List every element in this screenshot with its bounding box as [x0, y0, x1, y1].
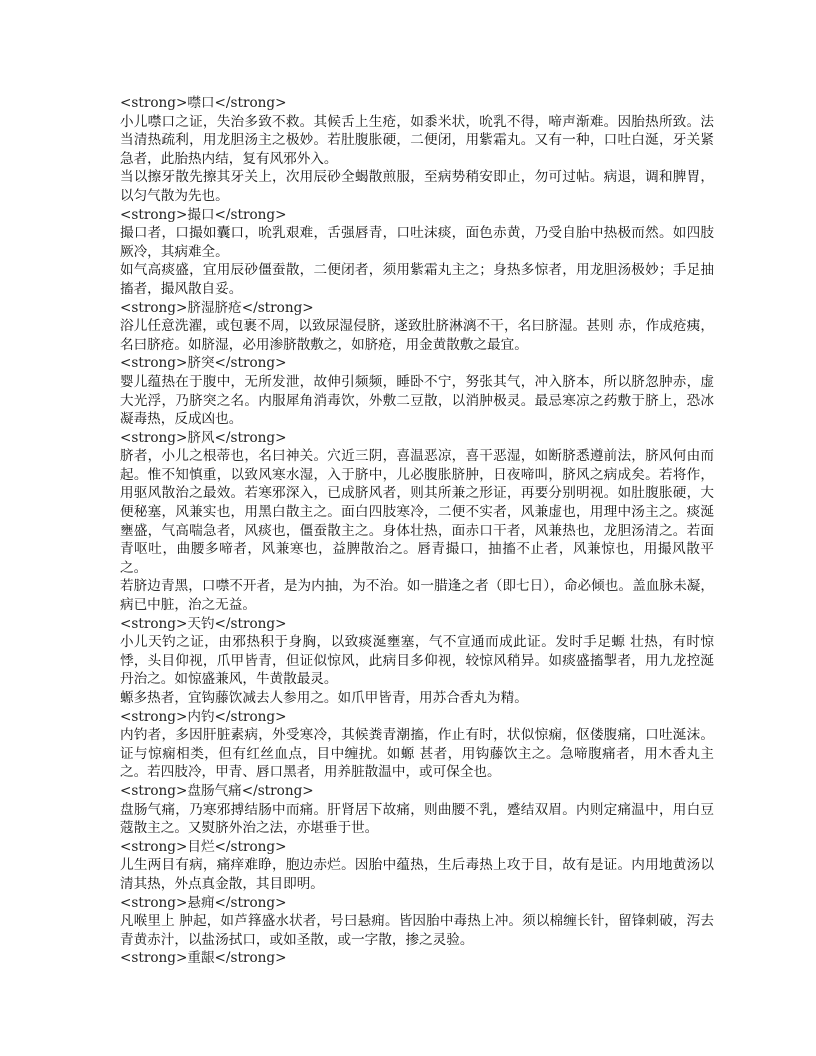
section-heading-panchang-qitong: <strong>盘肠气痛</strong>	[120, 782, 314, 799]
section-heading-qitu: <strong>脐突</strong>	[120, 355, 287, 372]
section-heading-jinkou: <strong>噤口</strong>	[120, 95, 287, 111]
paragraph: 婴儿蕴热在于腹中，无所发泄，故伸引频频，睡卧不宁，努张其气，冲入脐本，所以脐忽肿赤，虚大光浮，乃脐突之名。内服犀角消毒饮，外敷二豆散，以消肿极灵。最忌寒凉之药敷于脐上，恐冰凝毒热，反成凶也。	[120, 373, 714, 428]
paragraph: 如气高痰盛，宜用辰砂僵蚕散，二便闭者，须用紫霜丸主之；身热多惊者，用龙胆汤极妙；手足抽搐者，撮风散自妥。	[120, 262, 714, 297]
paragraph: 儿生两目有病，痛痒难睁，胞边赤烂。因胎中蕴热，生后毒热上攻于目，故有是证。内用地黄汤以清其热，外点真金散，其目即明。	[120, 857, 714, 892]
section-heading-chongyin: <strong>重龈</strong>	[120, 950, 287, 967]
paragraph: 若脐边青黑，口噤不开者，是为内抽，为不治。如一腊逢之者（即七日），命必倾也。盖血脉未凝，病已中脏，治之无益。	[120, 578, 714, 614]
paragraph: 小儿天钓之证，由邪热积于身胸，以致痰涎壅塞，气不宣通而成此证。发时手足螈 壮热，有时惊悸，头目仰视，爪甲皆青，但证似惊风，此病目多仰视，较惊风稍异。如痰盛搐掣者，用九龙控涎丹治之。如惊盛兼风，牛黄散最灵。	[120, 634, 714, 688]
paragraph: 内钓者，多因肝脏素病，外受寒冷，其候粪青潮搐，作止有时，状似惊痫，伛偻腹痛，口吐涎沫。证与惊痫相类，但有红丝血点，目中缠扰。如螈 甚者，用钩藤饮主之。急啼腹痛者，用木香丸主之。若四肢冷，甲青、唇口黑者，用养脏散温中，或可保全也。	[120, 727, 714, 781]
section-heading-neidiao: <strong>内钓</strong>	[120, 708, 287, 725]
section-heading-mulan: <strong>目烂</strong>	[120, 838, 287, 855]
paragraph: 当以擦牙散先擦其牙关上，次用辰砂全蝎散煎服，至病势稍安即止，勿可过帖。病退，调和脾胃，以匀气散为先也。	[120, 169, 714, 204]
paragraph: 凡喉里上 肿起，如芦箨盛水状者，号曰悬痈。皆因胎中毒热上冲。须以棉缠长针，留锋刺破，泻去青黄赤汁，以盐汤拭口，或如圣散，或一字散，掺之灵验。	[120, 913, 714, 948]
paragraph: 盘肠气痛，乃寒邪搏结肠中而痛。肝肾居下故痛，则曲腰不乳，蹙结双眉。内则定痛温中，用白豆蔻散主之。又熨脐外治之法，亦堪垂于世。	[120, 801, 714, 837]
section-heading-qifeng: <strong>脐风</strong>	[120, 429, 287, 446]
section-heading-xuanyong: <strong>悬痈</strong>	[120, 894, 287, 911]
paragraph: 浴儿任意洗濯，或包裹不周，以致尿湿侵脐，遂致肚脐淋漓不干，名曰脐湿。甚则 赤，作成疮痍，名曰脐疮。如脐湿，必用渗脐散敷之，如脐疮，用金黄散敷之最宜。	[120, 318, 714, 353]
document-page	[120, 94, 714, 968]
section-heading-cuokou: <strong>撮口</strong>	[120, 206, 287, 223]
section-heading-tiandiao: <strong>天钓</strong>	[120, 615, 287, 632]
paragraph: 脐者，小儿之根蒂也，名曰神关。穴近三阴，喜温恶凉，喜干恶湿，如断脐悉遵前法，脐风何由而起。惟不知慎重，以致风寒水湿，入于脐中，儿必腹胀脐肿，日夜啼叫，脐风之病成矣。若将作，用驱风散治之最效。若寒邪深入，已成脐风者，则其所兼之形证，再要分别明视。如肚腹胀硬，大便秘塞，风兼实也，用黑白散主之。面白四肢寒冷，二便不实者，风兼虚也，用理中汤主之。痰涎壅盛，气高喘急者，风痰也，僵蚕散主之。身体壮热，面赤口干者，风兼热也，龙胆汤清之。若面青呕吐，曲腰多啼者，风兼寒也，益脾散治之。唇青撮口，抽搐不止者，风兼惊也，用撮风散平之。	[120, 448, 714, 576]
section-heading-qishi-qichuang: <strong>脐湿脐疮</strong>	[120, 299, 314, 316]
paragraph: 螈多热者，宜钩藤饮减去人参用之。如爪甲皆青，用苏合香丸为精。	[120, 690, 528, 706]
paragraph: 小儿噤口之证，失治多致不救。其候舌上生疮，如黍米状，吮乳不得，啼声渐难。因胎热所致。法当清热疏利，用龙胆汤主之极妙。若肚腹胀硬，二便闭，用紫霜丸。又有一种，口吐白涎，牙关紧急者，此胎热内结，复有风邪外入。	[120, 113, 714, 167]
paragraph: 撮口者，口撮如囊口，吮乳艰难，舌强唇青，口吐沫痰，面色赤黄，乃受自胎中热极而然。如四肢厥冷，其病难全。	[120, 225, 714, 260]
